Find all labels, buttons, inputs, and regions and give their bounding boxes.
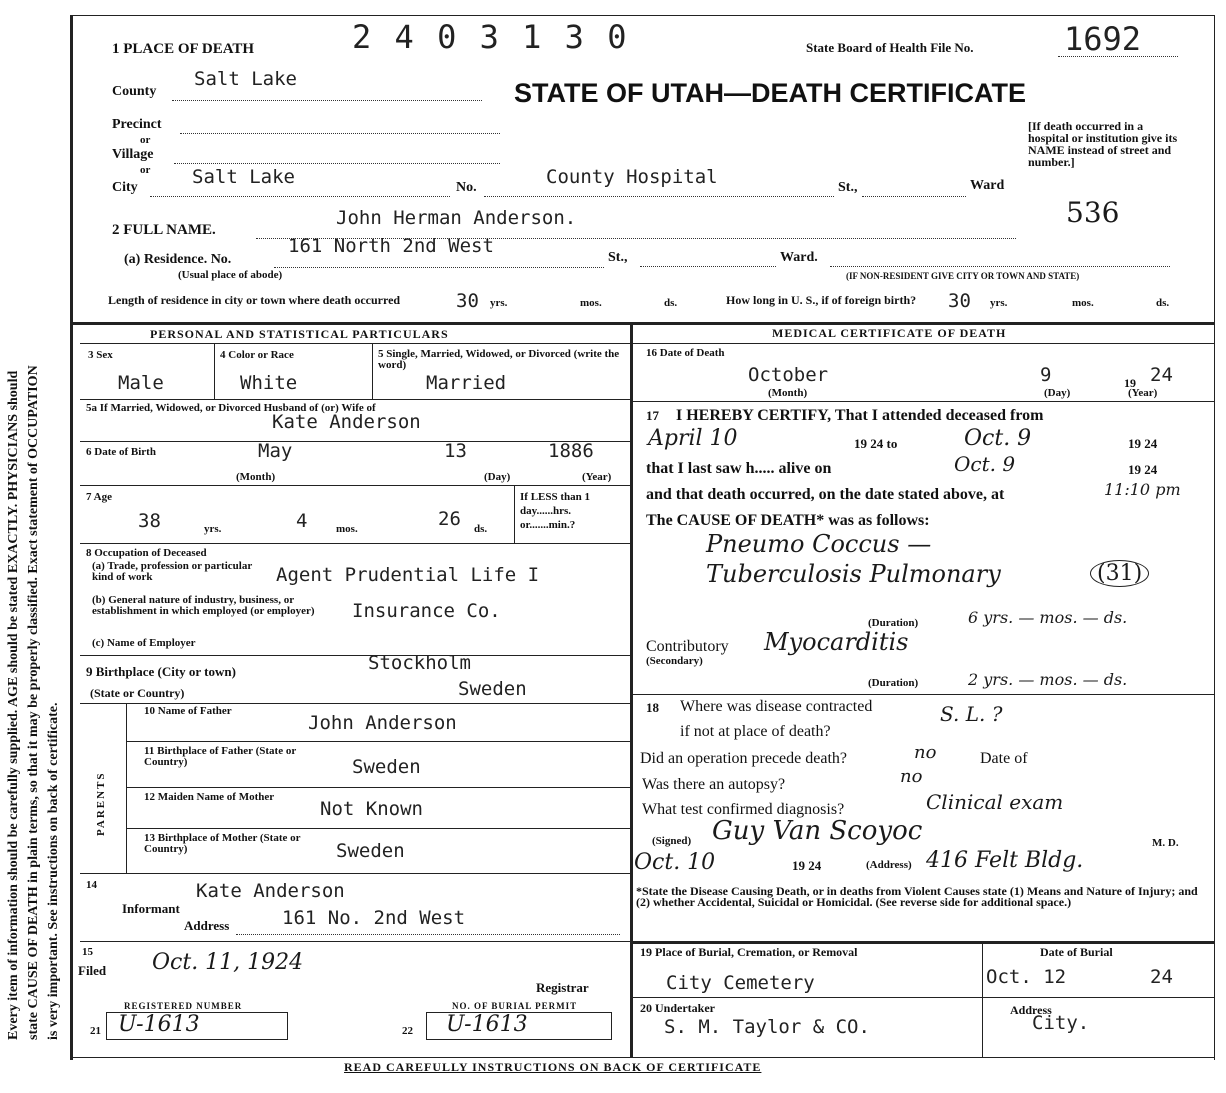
mother-name-label: 12 Maiden Name of Mother (144, 791, 275, 803)
father-birthplace-label: 11 Birthplace of Father (State or Country) (144, 745, 297, 768)
city-value: Salt Lake (192, 166, 295, 188)
hospital-value: County Hospital (546, 166, 718, 188)
undertaker-label: 20 Undertaker (640, 1001, 715, 1015)
death-month-label: (Month) (768, 387, 808, 399)
less-divider (514, 485, 515, 543)
length-mos: mos. (580, 297, 602, 309)
signed-year: 19 24 (792, 858, 822, 873)
usual-abode-label: (Usual place of abode) (178, 269, 283, 281)
us-length-value: 30 (948, 290, 971, 312)
us-yrs: yrs. (990, 297, 1008, 309)
undertaker-value: S. M. Taylor & CO. (664, 1016, 870, 1038)
side-instructions-3: is very important. See instructions on back of certificate. (46, 702, 61, 1040)
residence-ward-line (830, 266, 1170, 267)
burial-date-value: Oct. 12 (986, 966, 1067, 988)
occupation-a-label: (a) Trade, profession or particular kind of work (92, 560, 253, 583)
burial-date-label: Date of Burial (1040, 945, 1113, 959)
spouse-label: 5a If Married, Widowed, or Divorced Husband of (or) Wife of (86, 402, 376, 414)
side-instructions-2: state CAUSE OF DEATH in plain terms, so that it may be properly classified. Exact statement of OCCUPATION (26, 365, 41, 1040)
certify-number: 17 (646, 408, 659, 423)
bottom-border (70, 1057, 1214, 1058)
mother-name-value: Not Known (320, 798, 423, 820)
where-number: 18 (646, 700, 659, 715)
county-value: Salt Lake (194, 68, 297, 90)
burial-permit-value: U-1613 (446, 1012, 528, 1037)
informant-label: Informant (122, 901, 180, 916)
filed-value: Oct. 11, 1924 (152, 950, 304, 975)
occupation-b-label: (b) General nature of industry, business, or establishment in which employed (or employer) (92, 594, 315, 617)
informant-address-line (236, 934, 620, 935)
row-line-8 (80, 941, 630, 942)
undertaker-address-value: City. (1032, 1012, 1090, 1034)
duration-label-1: (Duration) (868, 617, 919, 629)
where-contracted-text-2: if not at place of death? (680, 723, 831, 740)
parents-line-3 (126, 828, 630, 829)
age-ds-label: ds. (474, 523, 488, 535)
informant-number: 14 (86, 879, 97, 891)
occupation-a-value: Agent Prudential Life I (276, 564, 540, 586)
birthplace-country: Sweden (458, 678, 527, 700)
attend-year-mid: 19 24 to (854, 436, 898, 451)
file-number: 1692 (1064, 20, 1142, 58)
precinct-line (180, 133, 500, 134)
registered-number-label: REGISTERED NUMBER (124, 1001, 243, 1011)
med-line-2 (632, 694, 1214, 695)
father-birthplace-value: Sweden (352, 756, 421, 778)
physician-address-label: (Address) (866, 859, 912, 871)
residence-st-line (640, 266, 776, 267)
length-ds: ds. (664, 297, 678, 309)
death-month: October (748, 364, 829, 386)
color-value: White (240, 372, 298, 394)
no-line (484, 196, 834, 197)
date-of-death-label: 16 Date of Death (646, 347, 725, 359)
duration-value-1: 6 yrs. — mos. — ds. (968, 608, 1128, 627)
death-year-prefix: 19 (1124, 376, 1136, 390)
birthplace-state-label: (State or Country) (90, 686, 185, 700)
annotation-number: 536 (1066, 196, 1120, 229)
medical-header-line (632, 343, 1214, 344)
age-months: 4 (296, 510, 308, 532)
operation-date-label: Date of (980, 750, 1028, 767)
less-than-day-label: If LESS than 1 day......hrs. or.......min.? (520, 491, 591, 531)
age-label: 7 Age (86, 491, 112, 503)
top-border (70, 15, 1214, 16)
dob-label: 6 Date of Birth (86, 446, 156, 458)
full-name-label: 2 FULL NAME. (112, 222, 216, 238)
physician-signature: Guy Van Scoyoc (712, 816, 923, 846)
personal-header-line (80, 343, 630, 344)
us-ds: ds. (1156, 297, 1170, 309)
signed-date: Oct. 10 (634, 850, 716, 875)
length-yrs: yrs. (490, 297, 508, 309)
sex-value: Male (118, 372, 164, 394)
length-residence-label: Length of residence in city or town where death occurred (108, 293, 401, 307)
attend-year-end: 19 24 (1128, 436, 1158, 451)
death-year: 24 (1150, 364, 1173, 386)
row-line-3 (80, 485, 630, 486)
precinct-label: Precinct (112, 117, 162, 132)
birthplace-label: 9 Birthplace (City or town) (86, 664, 236, 679)
medical-header: MEDICAL CERTIFICATE OF DEATH (772, 326, 1007, 340)
sex-divider (214, 343, 215, 399)
mother-birthplace-label: 13 Birthplace of Mother (State or Country) (144, 832, 301, 855)
certify-text: I HEREBY CERTIFY, That I attended deceased from (676, 407, 1044, 424)
marital-value: Married (426, 372, 507, 394)
city-label: City (112, 180, 138, 195)
right-border (1214, 15, 1215, 1060)
registered-number-value: U-1613 (118, 1012, 200, 1037)
duration-value-2: 2 yrs. — mos. — ds. (968, 670, 1128, 689)
age-years: 38 (138, 510, 161, 532)
death-day-label: (Day) (1044, 387, 1071, 399)
length-residence-value: 30 (456, 290, 479, 312)
age-mos-label: mos. (336, 523, 358, 535)
burial-divider (982, 941, 983, 997)
footer-note: READ CAREFULLY INSTRUCTIONS ON BACK OF CERTIFICATE (344, 1060, 762, 1074)
death-time: 11:10 pm (1104, 480, 1181, 499)
certificate-number: 2 4 0 3 1 3 0 (352, 18, 629, 56)
birthplace-city: Stockholm (368, 652, 471, 674)
file-number-label: State Board of Health File No. (806, 40, 974, 55)
row-line-7 (80, 873, 630, 874)
us-length-label: How long in U. S., if of foreign birth? (726, 293, 917, 307)
autopsy-text: Was there an autopsy? (642, 776, 786, 793)
marital-label: 5 Single, Married, Widowed, or Divorced (write the word) (378, 348, 620, 371)
med-line-4 (632, 997, 1214, 998)
md-label: M. D. (1152, 837, 1179, 849)
residence-value: 161 North 2nd West (288, 235, 494, 257)
where-contracted-text: Where was disease contracted (680, 698, 873, 715)
row-line-4 (80, 543, 630, 544)
color-label: 4 Color or Race (220, 349, 294, 361)
cause-footnote: *State the Disease Causing Death, or in deaths from Violent Causes state (1) Means and Nature of Injury; and (2) whether Accidental, Suicidal or Homicidal. (See reverse side for additional space.) (636, 884, 1198, 909)
residence-label: (a) Residence. No. (124, 252, 232, 267)
mother-birthplace-value: Sweden (336, 840, 405, 862)
sex-label: 3 Sex (88, 349, 113, 361)
death-day: 9 (1040, 364, 1052, 386)
secondary-label: (Secondary) (646, 655, 703, 667)
registrar-label: Registrar (536, 980, 589, 995)
last-saw-text: that I last saw h..... alive on (646, 460, 832, 477)
st-label: St., (838, 180, 858, 195)
burial-permit-index: 22 (402, 1025, 413, 1037)
signed-label: (Signed) (652, 835, 692, 847)
or-2: or (140, 164, 151, 176)
registered-number-index: 21 (90, 1025, 101, 1037)
or-1: or (140, 134, 151, 146)
st-line (862, 196, 966, 197)
med-line-1 (632, 401, 1214, 402)
dob-year: 1886 (548, 440, 594, 462)
undertaker-divider (982, 997, 983, 1057)
contributory-value: Myocarditis (764, 628, 909, 656)
death-occurred-text: and that death occurred, on the date stated above, at (646, 486, 1005, 503)
row-line-5 (80, 655, 630, 656)
burial-year: 24 (1150, 966, 1173, 988)
residence-st-label: St., (608, 250, 628, 265)
spouse-value: Kate Anderson (272, 411, 421, 433)
undertaker-address-label: Address (1010, 1003, 1052, 1017)
last-saw-year: 19 24 (1128, 462, 1158, 477)
med-line-3 (632, 941, 1214, 944)
cause-code: (31) (1090, 560, 1149, 587)
contributory-label: Contributory (646, 638, 729, 655)
village-line (174, 163, 500, 164)
county-line (172, 100, 482, 101)
duration-label-2: (Duration) (868, 677, 919, 689)
residence-ward-label: Ward. (780, 250, 818, 265)
where-contracted-value: S. L. ? (940, 702, 1003, 726)
row-line-1 (80, 399, 630, 400)
cause-primary: Pneumo Coccus — (706, 530, 932, 558)
test-text: What test confirmed diagnosis? (642, 801, 845, 818)
parents-label: PARENTS (95, 771, 107, 836)
age-yrs-label: yrs. (204, 523, 222, 535)
burial-place-value: City Cemetery (666, 972, 815, 994)
personal-header: PERSONAL AND STATISTICAL PARTICULARS (150, 327, 449, 341)
place-of-death-label: 1 PLACE OF DEATH (112, 41, 255, 57)
operation-value: no (914, 742, 937, 763)
color-divider (372, 343, 373, 399)
occupation-b-value: Insurance Co. (352, 600, 501, 622)
parents-line-1 (126, 741, 630, 742)
death-year-label: (Year) (1128, 387, 1158, 399)
us-mos: mos. (1072, 297, 1094, 309)
dob-month: May (258, 440, 293, 462)
parents-line-2 (126, 787, 630, 788)
dob-day: 13 (444, 440, 467, 462)
informant-address-value: 161 No. 2nd West (282, 907, 466, 929)
left-border (70, 15, 73, 1060)
dob-day-label: (Day) (484, 471, 511, 483)
side-instructions-1: Every item of information should be carefully supplied. AGE should be stated EXACTLY. PHYSICIANS should (6, 370, 21, 1040)
row-line-6 (80, 703, 630, 704)
dob-year-label: (Year) (582, 471, 612, 483)
burial-place-label: 19 Place of Burial, Cremation, or Removal (640, 945, 858, 959)
dob-month-label: (Month) (236, 471, 276, 483)
attended-to: Oct. 9 (964, 426, 1032, 451)
cause-secondary: Tuberculosis Pulmonary (706, 560, 1001, 588)
last-saw-date: Oct. 9 (954, 452, 1016, 476)
occupation-label: 8 Occupation of Deceased (86, 547, 207, 559)
parents-divider (126, 703, 127, 873)
county-label: County (112, 84, 157, 99)
village-label: Village (112, 147, 154, 162)
informant-address-label: Address (184, 918, 230, 933)
city-line (150, 196, 450, 197)
cause-text: The CAUSE OF DEATH* was as follows: (646, 512, 930, 529)
operation-text: Did an operation precede death? (640, 750, 848, 767)
section-divider (70, 322, 1214, 325)
informant-value: Kate Anderson (196, 880, 345, 902)
ward-label: Ward (970, 178, 1005, 193)
burial-permit-label: NO. OF BURIAL PERMIT (452, 1001, 578, 1011)
employer-label: (c) Name of Employer (92, 637, 196, 649)
full-name-value: John Herman Anderson. (336, 207, 577, 229)
age-days: 26 (438, 508, 461, 530)
column-divider (630, 322, 633, 1058)
father-value: John Anderson (308, 712, 457, 734)
filed-number: 15 (82, 946, 93, 958)
nonresident-label: (IF NON-RESIDENT GIVE CITY OR TOWN AND STATE) (846, 271, 1080, 281)
filed-label: Filed (78, 963, 107, 978)
hospital-note: [If death occurred in a hospital or institution give its NAME instead of street and number.] (1028, 119, 1178, 169)
physician-address-value: 416 Felt Bldg. (926, 848, 1084, 873)
certificate-title: STATE OF UTAH—DEATH CERTIFICATE (514, 78, 1026, 108)
autopsy-value: no (900, 766, 923, 787)
attended-from: April 10 (648, 426, 738, 451)
no-label: No. (456, 180, 477, 195)
test-value: Clinical exam (926, 790, 1064, 814)
father-label: 10 Name of Father (144, 705, 232, 717)
residence-line (274, 267, 604, 268)
